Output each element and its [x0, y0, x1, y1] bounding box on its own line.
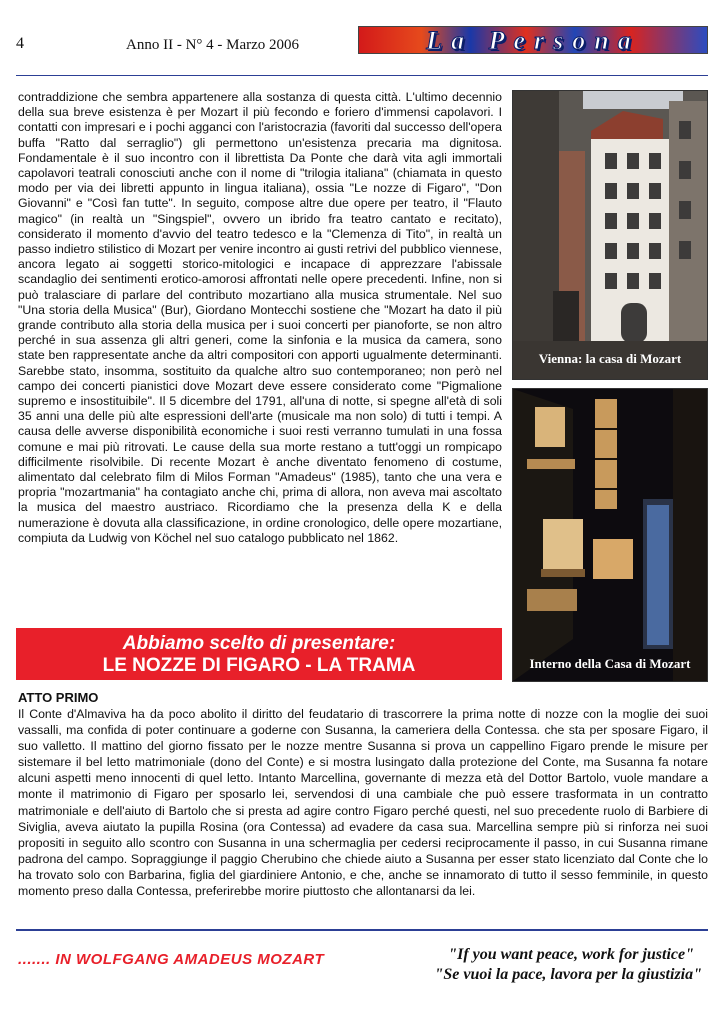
header-rule — [16, 75, 708, 76]
article-body: contraddizione che sembra appartenere alla sostanza di questa città. L'ultimo decennio della sua breve esistenza è per Mozart il più fecondo e foriero d'immensi capolavori. I contatti con impresari e i pochi agganci con l'aristocrazia (favoriti dal successo dell'opera buffa "Ratto dal serraglio") gli permettono un'esistenza precaria ma dignitosa. Fondamentale è il suo incontro con il librettista Da Ponte che darà vita agli immortali capolavori teatrali conosciuti anche con il nome di "trilogia italiana" (chiamata in questo modo per via dei libretti appunto in lingua italiana), ossia "Le nozze di Figaro", "Don Giovanni" e "Così fan tutte". In seguito, compose altre due opere per teatro, il "Flauto magico" (in realtà un "Singspiel", ovvero un ibrido fra teatro cantato e recitato), considerato il momento d'avvio del teatro tedesco e la "Clemenza di Tito", in realtà un passo indietro stilistico di Mozart per venire incontro ai gusti retrivi del pubblico viennese, ancora legato ai soggetti storico-mitologici e incapace di apprezzare l'abissale scandaglio dei sentimenti erotico-amorosi affrontati nelle opere precedenti. Infine, non si può tralasciare di parlare del contributo mozartiano alla musica strumentale. Nel suo "Una storia della Musica" (Bur), Giordano Montecchi sostiene che "Mozart ha dato il più grande contributo alla storia della musica per i suoi concerti per pianoforte, se non altro perché in sua assenza gli altri generi, come la sinfonia e la musica da camera, sono state ben rappresentate anche da altri compositori con apporti ugualmente determinanti. Sarebbe stato, insomma, sostituito da qualche altro suo contemporaneo; non però nel campo dei concerti pianistici dove Mozart deve essere considerato come "Pigmalione supremo e insostituibile". Il 5 dicembre del 1791, all'una di notte, si spegne all'età di soli 35 anni una delle più alte espressioni dell'arte (musicale ma non solo) di tutti i tempi. A causa delle avverse disponibilità economiche i suoi resti verranno tumulati in una fossa comune e mai più ritrovati. Le cause della sua morte restano a tutt'oggi un rompicapo difficilmente risolvibile. Di recente Mozart è anche diventato fenomeno di costume, alimentato dal celebrato film di Milos Forman "Amadeus" (1985), tanto che una vera e propria "mozartmania" ha contagiato anche chi, prima di allora, non aveva mai ascoltato la musica del maestro austriaco. Ricordiamo che la presenza della K e della numerazione è dovuta alla classificazione, in ordine cronologico, delle opere mozartiane, compiuta da Ludwig von Köchel nel suo catalogo pubblicato nel 1862. — [18, 90, 502, 545]
photo2-caption: Interno della Casa di Mozart — [529, 656, 691, 671]
masthead-logo — [358, 26, 708, 54]
act-body — [18, 706, 708, 899]
banner-subtitle: Abbiamo scelto di presentare: — [122, 633, 396, 654]
footer-series-title: ....... IN WOLFGANG AMADEUS MOZART — [18, 951, 325, 968]
article-column — [18, 90, 502, 546]
footer-quote-italian: "Se vuoi la pace, lavora per la giustizia" — [434, 966, 702, 983]
section-banner — [16, 628, 502, 680]
banner-title: LE NOZZE DI FIGARO - LA TRAMA — [102, 655, 416, 676]
page-number: 4 — [16, 35, 24, 52]
photo-mozart-interior — [512, 388, 708, 682]
masthead-title: La Persona — [426, 26, 640, 54]
photo1-caption: Vienna: la casa di Mozart — [538, 351, 682, 366]
issue-info: Anno II - N° 4 - Marzo 2006 — [126, 37, 300, 53]
footer-quote-english: "If you want peace, work for justice" — [448, 946, 694, 963]
building-facade-illustration — [513, 91, 707, 379]
photo-mozart-house — [512, 90, 708, 380]
act-heading: ATTO PRIMO — [18, 690, 99, 705]
footer-rule — [16, 929, 708, 931]
act-paragraph: Il Conte d'Almaviva ha da poco abolito il diritto del feudatario di trascorrere la prima notte di nozze con la moglie dei suoi vassalli, ma confida di poter continuare a goderne con Susanna, la cameriera della Contessa. che sta per sposare Figaro, il suo valletto. Il mattino del giorno fissato per le nozze mentre Susanna si prova un cappellino Figaro prende le misure per sistemare il bel letto matrimoniale (dono del Conte) e si mostra lusingato dalla protezione del Conte, ma Susanna fa notare alcuni aspetti meno innocenti di quel letto. Intanto Marcellina, governante di mezza età del Dottor Bartolo, vuole mandare a monte il matrimonio di Figaro per sposarlo lei, servendosi di una cambiale che può essere trasformata in un contratto matrimoniale e dell'aiuto di Bartolo che si presta ad agire contro Figaro perché questi, nel suo precedente ruolo di Barbiere di Siviglia, aveva aiutato la pupilla Rosina (ora Contessa) ad evadere da casa sua. Marcellina sempre più si rinforza nei suoi propositi in seguito allo scontro con Susanna in una schermaglia per cedersi reciprocamente il passo, in cui Susanna rimane padrona del campo. Sopraggiunge il paggio Cherubino che chiede aiuto a Susanna per esser stato licenziato dal Conte che lo ha trovato solo con Barbarina, figlia del giardiniere Antonio, e che, anche se innamorato di tutto il sesso femminile, in questo momento preso dalla Contessa, preferirebbe morire piuttosto che allontanarsi da lei. — [18, 707, 708, 899]
interior-courtyard-illustration — [513, 389, 707, 681]
